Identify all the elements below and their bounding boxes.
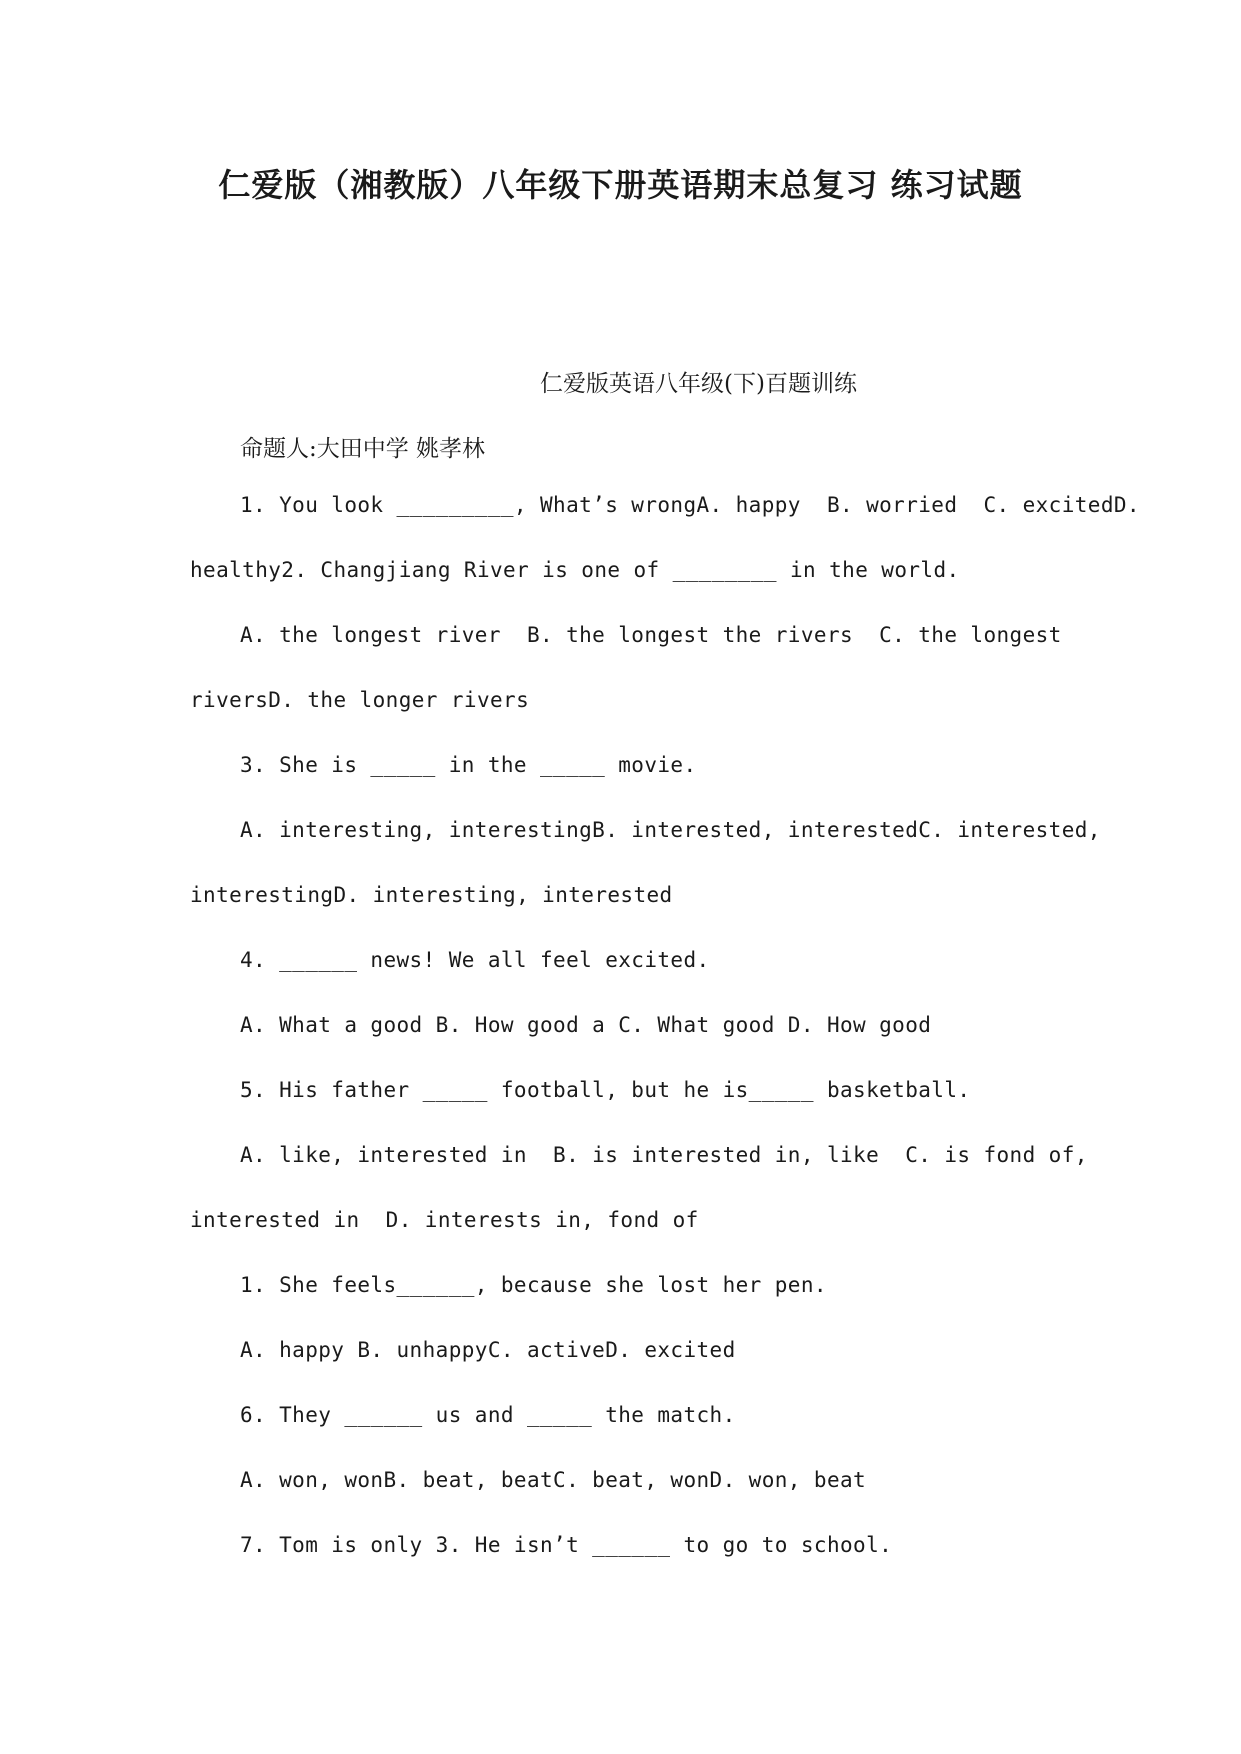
question-line: 4. ______ news! We all feel excited. [240, 948, 710, 972]
options-line: riversD. the longer rivers [190, 688, 530, 712]
options-line: A. interesting, interestingB. interested, interestedC. interested, [240, 818, 1101, 842]
question-line: 7. Tom is only 3. He isn’t ______ to go to school. [240, 1533, 893, 1557]
question-line: 5. His father _____ football, but he is_____ basketball. [240, 1078, 971, 1102]
options-line: A. like, interested in B. is interested in, like C. is fond of, [240, 1143, 1088, 1167]
options-line: interestingD. interesting, interested [190, 883, 673, 907]
document-subtitle: 仁爱版英语八年级(下)百题训练 [540, 371, 857, 397]
question-line: 6. They ______ us and _____ the match. [240, 1403, 736, 1427]
options-line: A. happy B. unhappyC. activeD. excited [240, 1338, 736, 1362]
document-title: 仁爱版（湘教版）八年级下册英语期末总复习 练习试题 [218, 166, 1023, 204]
author-line: 命题人:大田中学 姚孝林 [240, 436, 486, 462]
options-line: interested in D. interests in, fond of [190, 1208, 699, 1232]
question-line: 1. She feels______, because she lost her pen. [240, 1273, 827, 1297]
question-line: 3. She is _____ in the _____ movie. [240, 753, 697, 777]
options-line: A. the longest river B. the longest the rivers C. the longest [240, 623, 1062, 647]
question-line: 1. You look _________, What’s wrongA. happy B. worried C. excitedD. [240, 493, 1140, 517]
question-line: healthy2. Changjiang River is one of ________ in the world. [190, 558, 960, 582]
options-line: A. What a good B. How good a C. What good D. How good [240, 1013, 932, 1037]
options-line: A. won, wonB. beat, beatC. beat, wonD. won, beat [240, 1468, 867, 1492]
